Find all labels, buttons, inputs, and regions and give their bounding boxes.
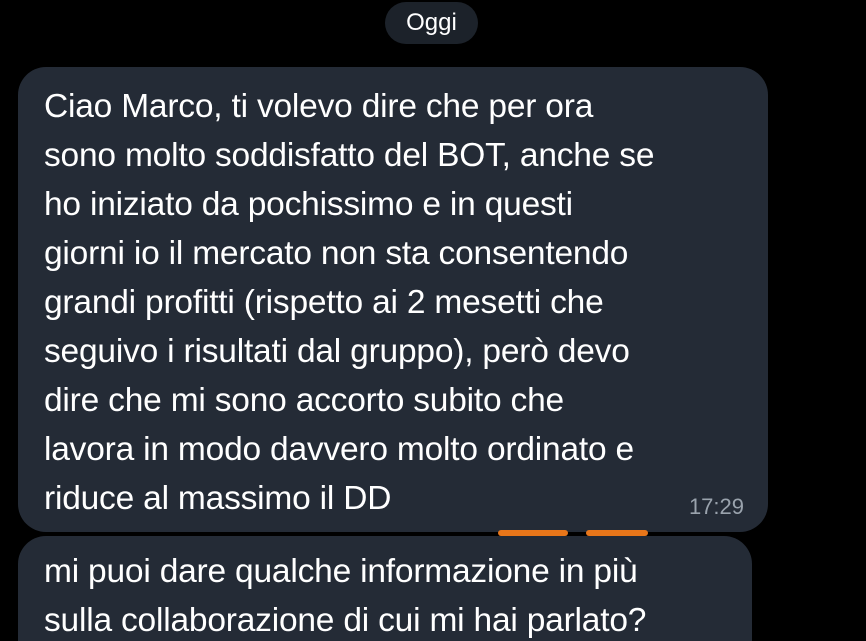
date-separator: Oggi (385, 2, 478, 44)
message-text: Ciao Marco, ti volevo dire che per ora sono molto soddisfatto del BOT, anche se ho iniziato da pochissimo e in questi giorni io il mercato non sta consentendo grandi profitti (rispetto ai 2 mesetti che seguivo i risultati dal gruppo), però devo dire che mi sono accorto subito che lavora in modo davvero molto ordinato e riduce al massimo il DD (44, 88, 655, 517)
message-text: mi puoi dare qualche informazione in più sulla collaborazione di cui mi hai parlato? (44, 553, 647, 639)
message-bubble[interactable] (18, 67, 768, 532)
message-bubble[interactable] (18, 536, 752, 641)
message-timestamp: 17:29 (688, 494, 744, 519)
